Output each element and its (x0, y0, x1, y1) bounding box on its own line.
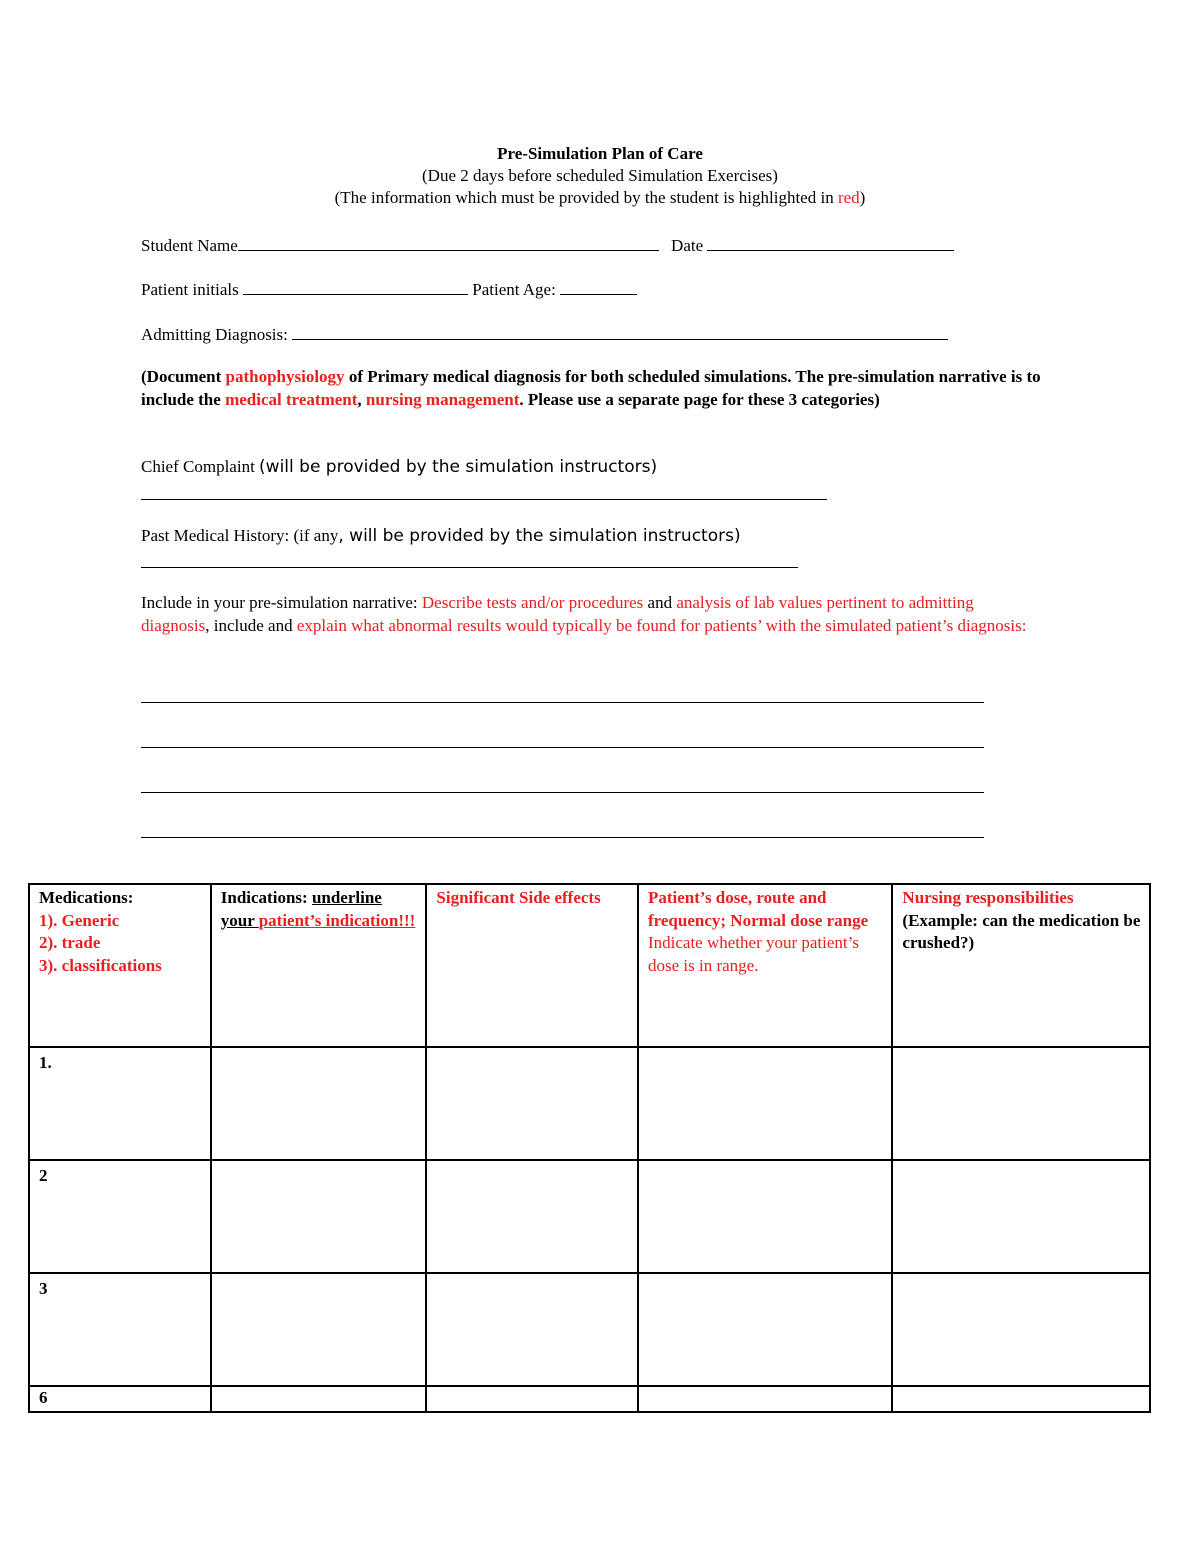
narrative-text-c: and (643, 593, 677, 612)
student-name-label: Student Name (141, 236, 238, 255)
side-effects-title: Significant Side effects (436, 888, 601, 907)
medications-item-trade: 2). trade (39, 933, 101, 952)
patient-initials-field[interactable] (243, 276, 468, 295)
past-history-note: , will be provided by the simulation instructors) (338, 526, 741, 546)
patient-row (141, 276, 637, 300)
form-title: Pre-Simulation Plan of Care (497, 144, 703, 163)
note-text: (The information which must be provided by the student is highlighted in (334, 188, 838, 207)
student-name-field[interactable] (238, 232, 659, 251)
table-row (29, 1273, 1150, 1386)
table-cell[interactable] (211, 1386, 427, 1412)
table-row (29, 1047, 1150, 1160)
instructions-comma: , (357, 389, 366, 409)
instructions-paragraph (141, 366, 1071, 411)
past-medical-history (141, 525, 1071, 548)
table-cell[interactable] (892, 1160, 1150, 1273)
narrative-red-d: analysis of lab values pertinent to admitting diagnosis (141, 593, 974, 635)
narrative-paragraph (141, 592, 1041, 637)
table-cell[interactable] (426, 1047, 638, 1160)
table-row (29, 1386, 1150, 1412)
table-cell[interactable] (638, 1047, 892, 1160)
admitting-diagnosis-field[interactable] (292, 321, 948, 340)
instructions-red-1: pathophysiology (225, 367, 345, 386)
chief-complaint-label: Chief Complaint (141, 457, 260, 476)
dose-header-cell (638, 884, 892, 1047)
indications-underline-word: underline (311, 888, 382, 907)
row-number-cell: 6 (29, 1386, 211, 1412)
form-header (0, 143, 1200, 209)
table-cell[interactable] (211, 1273, 427, 1386)
admitting-diagnosis-label: Admitting Diagnosis: (141, 325, 288, 344)
dose-title: Patient’s dose, route and frequency; Normal dose range (647, 888, 869, 930)
past-history-label: Past Medical History: (if any (141, 526, 339, 545)
patient-initials-label: Patient initials (141, 280, 239, 299)
narrative-line-3[interactable] (141, 792, 984, 793)
row-number-cell: 1. (29, 1047, 211, 1160)
diagnosis-row (141, 321, 948, 345)
medications-table (28, 883, 1151, 1413)
instructions-red-3: nursing management (365, 389, 520, 409)
indications-red-text: patient’s indication!!! (258, 910, 416, 930)
patient-age-label: Patient Age: (472, 280, 556, 299)
instructions-text-3: . Please use a separate page for these 3 categories) (519, 389, 880, 409)
table-cell[interactable] (638, 1273, 892, 1386)
dose-instruction: Indicate whether your patient’s dose is in range. (647, 933, 859, 975)
nursing-example: (Example: can the medication be crushed?) (902, 910, 1141, 952)
patient-age-field[interactable] (560, 276, 637, 295)
medications-header-cell (29, 884, 211, 1047)
nursing-title: Nursing responsibilities (902, 888, 1074, 907)
narrative-text-a: Include in your pre-simulation narrative: (141, 593, 422, 612)
table-cell[interactable] (211, 1047, 427, 1160)
side-effects-header-cell (426, 884, 638, 1047)
table-cell[interactable] (426, 1273, 638, 1386)
narrative-red-b: Describe tests and/or procedures (421, 593, 644, 612)
past-history-field[interactable] (141, 567, 798, 568)
instructions-text-1: (Document (141, 367, 226, 386)
table-cell[interactable] (426, 1386, 638, 1412)
row-number-cell: 2 (29, 1160, 211, 1273)
note-close: ) (859, 188, 866, 207)
date-label: Date (671, 236, 704, 255)
chief-complaint (141, 456, 1071, 479)
student-name-row (141, 232, 954, 256)
table-cell[interactable] (638, 1160, 892, 1273)
row-number-cell: 3 (29, 1273, 211, 1386)
table-cell[interactable] (892, 1273, 1150, 1386)
narrative-line-4[interactable] (141, 837, 984, 838)
table-header-row (29, 884, 1150, 1047)
indications-your: your (220, 910, 259, 930)
chief-complaint-note: (will be provided by the simulation instructors) (259, 457, 658, 477)
table-cell[interactable] (638, 1386, 892, 1412)
narrative-line-1[interactable] (141, 702, 984, 703)
narrative-red-f: explain what abnormal results would typically be found for patients’ with the simulated patient’s diagnosis: (296, 615, 1027, 635)
table-cell[interactable] (892, 1047, 1150, 1160)
table-cell[interactable] (211, 1160, 427, 1273)
chief-complaint-field[interactable] (141, 499, 827, 500)
narrative-line-2[interactable] (141, 747, 984, 748)
table-row (29, 1160, 1150, 1273)
nursing-header-cell (892, 884, 1150, 1047)
indications-label: Indications: (220, 888, 312, 907)
form-note (0, 187, 1200, 209)
note-red-word: red (837, 188, 860, 207)
instructions-text-2: of Primary medical diagnosis for both scheduled simulations. The pre-simulation narrative is to include the (141, 367, 1041, 409)
medications-title: Medications: (39, 888, 134, 907)
table-cell[interactable] (426, 1160, 638, 1273)
table-cell[interactable] (892, 1386, 1150, 1412)
form-subtitle: (Due 2 days before scheduled Simulation Exercises) (422, 166, 778, 185)
indications-header-cell (211, 884, 427, 1047)
medications-item-generic: 1). Generic (39, 910, 120, 930)
instructions-red-2: medical treatment (225, 389, 358, 409)
date-field[interactable] (707, 232, 954, 251)
narrative-text-e: , include and (205, 615, 297, 635)
medications-item-classifications: 3). classifications (39, 955, 162, 975)
